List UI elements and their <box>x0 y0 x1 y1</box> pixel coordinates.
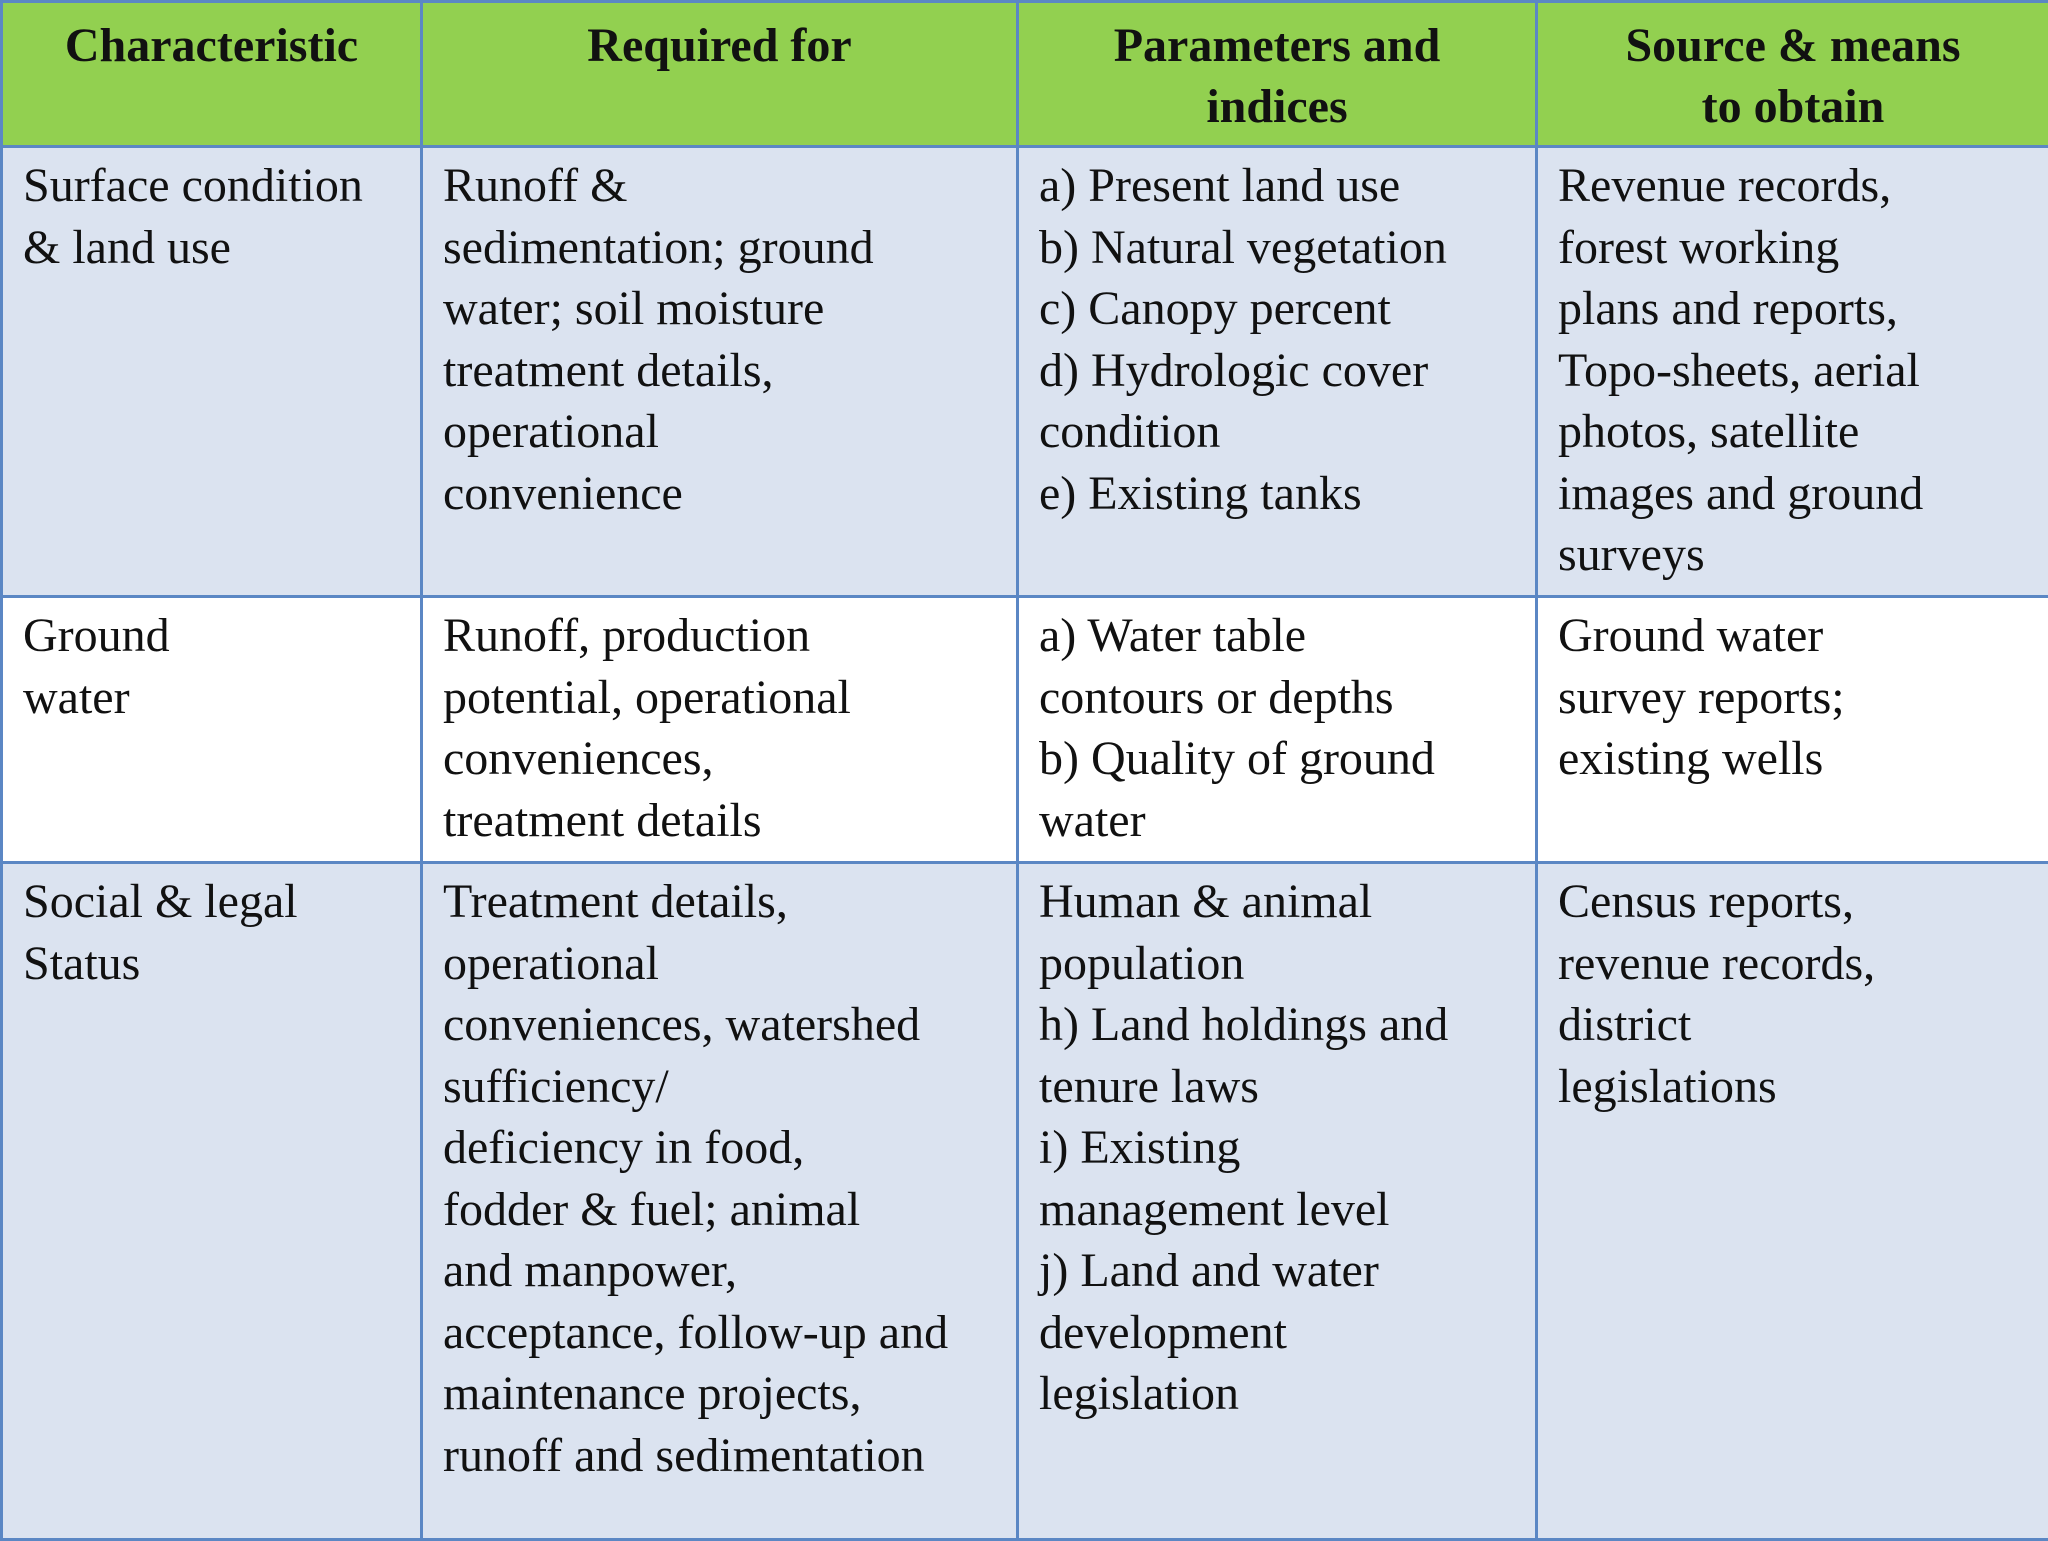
cell-line: legislations <box>1558 1056 2030 1118</box>
cell-line: tenure laws <box>1039 1056 1517 1118</box>
cell-source <box>1537 147 2048 597</box>
table-row <box>2 597 2048 863</box>
cell-characteristic <box>2 147 422 597</box>
cell-line: maintenance projects, <box>443 1363 998 1425</box>
cell-line: images and ground <box>1558 463 2030 525</box>
cell-line: Revenue records, <box>1558 155 2030 217</box>
cell-line: survey reports; <box>1558 667 2030 729</box>
header-line: Required for <box>437 15 1002 76</box>
cell-line: e) Existing tanks <box>1039 463 1517 525</box>
cell-line: sedimentation; ground <box>443 217 998 279</box>
cell-line: convenience <box>443 463 998 525</box>
cell-line: Runoff, production <box>443 605 998 667</box>
cell-line: forest working <box>1558 217 2030 279</box>
cell-required-for <box>422 863 1018 1540</box>
cell-line: treatment details, <box>443 340 998 402</box>
header-line: indices <box>1033 76 1521 137</box>
cell-line: development <box>1039 1302 1517 1364</box>
cell-line: a) Present land use <box>1039 155 1517 217</box>
cell-line: photos, satellite <box>1558 401 2030 463</box>
cell-line: deficiency in food, <box>443 1117 998 1179</box>
cell-line: contours or depths <box>1039 667 1517 729</box>
table-row <box>2 147 2048 597</box>
header-line: Source & means <box>1552 15 2034 76</box>
cell-line: population <box>1039 933 1517 995</box>
cell-line: runoff and sedimentation <box>443 1425 998 1487</box>
cell-characteristic <box>2 863 422 1540</box>
column-header-source <box>1537 2 2048 147</box>
cell-line: i) Existing <box>1039 1117 1517 1179</box>
cell-line: Surface condition <box>23 155 402 217</box>
cell-characteristic <box>2 597 422 863</box>
cell-line: sufficiency/ <box>443 1056 998 1118</box>
cell-line: Ground <box>23 605 402 667</box>
cell-line: Treatment details, <box>443 871 998 933</box>
cell-line: water <box>1039 790 1517 852</box>
cell-line: d) Hydrologic cover <box>1039 340 1517 402</box>
cell-line: Social & legal <box>23 871 402 933</box>
table-row <box>2 863 2048 1540</box>
table-header-row <box>2 2 2048 147</box>
column-header-required-for <box>422 2 1018 147</box>
cell-source <box>1537 863 2048 1540</box>
header-line: Parameters and <box>1033 15 1521 76</box>
cell-line: management level <box>1039 1179 1517 1241</box>
cell-line: water <box>23 667 402 729</box>
cell-line: conveniences, <box>443 728 998 790</box>
cell-line: fodder & fuel; animal <box>443 1179 998 1241</box>
cell-line: b) Quality of ground <box>1039 728 1517 790</box>
cell-line: revenue records, <box>1558 933 2030 995</box>
cell-line: & land use <box>23 217 402 279</box>
cell-line: c) Canopy percent <box>1039 278 1517 340</box>
cell-parameters <box>1018 597 1537 863</box>
cell-parameters <box>1018 863 1537 1540</box>
cell-line: conveniences, watershed <box>443 994 998 1056</box>
column-header-characteristic <box>2 2 422 147</box>
cell-line: and manpower, <box>443 1240 998 1302</box>
cell-line: potential, operational <box>443 667 998 729</box>
cell-line: h) Land holdings and <box>1039 994 1517 1056</box>
cell-required-for <box>422 147 1018 597</box>
cell-line: a) Water table <box>1039 605 1517 667</box>
cell-line: Topo-sheets, aerial <box>1558 340 2030 402</box>
cell-line: water; soil moisture <box>443 278 998 340</box>
column-header-parameters <box>1018 2 1537 147</box>
cell-line: treatment details <box>443 790 998 852</box>
cell-required-for <box>422 597 1018 863</box>
cell-line: existing wells <box>1558 728 2030 790</box>
cell-line: j) Land and water <box>1039 1240 1517 1302</box>
cell-parameters <box>1018 147 1537 597</box>
cell-line: b) Natural vegetation <box>1039 217 1517 279</box>
cell-source <box>1537 597 2048 863</box>
cell-line: Runoff & <box>443 155 998 217</box>
header-line: Characteristic <box>17 15 406 76</box>
cell-line: district <box>1558 994 2030 1056</box>
header-line: to obtain <box>1552 76 2034 137</box>
cell-line: Ground water <box>1558 605 2030 667</box>
cell-line: acceptance, follow-up and <box>443 1302 998 1364</box>
cell-line: legislation <box>1039 1363 1517 1425</box>
cell-line: Human & animal <box>1039 871 1517 933</box>
cell-line: Status <box>23 933 402 995</box>
cell-line: Census reports, <box>1558 871 2030 933</box>
cell-line: surveys <box>1558 524 2030 586</box>
cell-line: operational <box>443 933 998 995</box>
cell-line: condition <box>1039 401 1517 463</box>
cell-line: operational <box>443 401 998 463</box>
cell-line: plans and reports, <box>1558 278 2030 340</box>
